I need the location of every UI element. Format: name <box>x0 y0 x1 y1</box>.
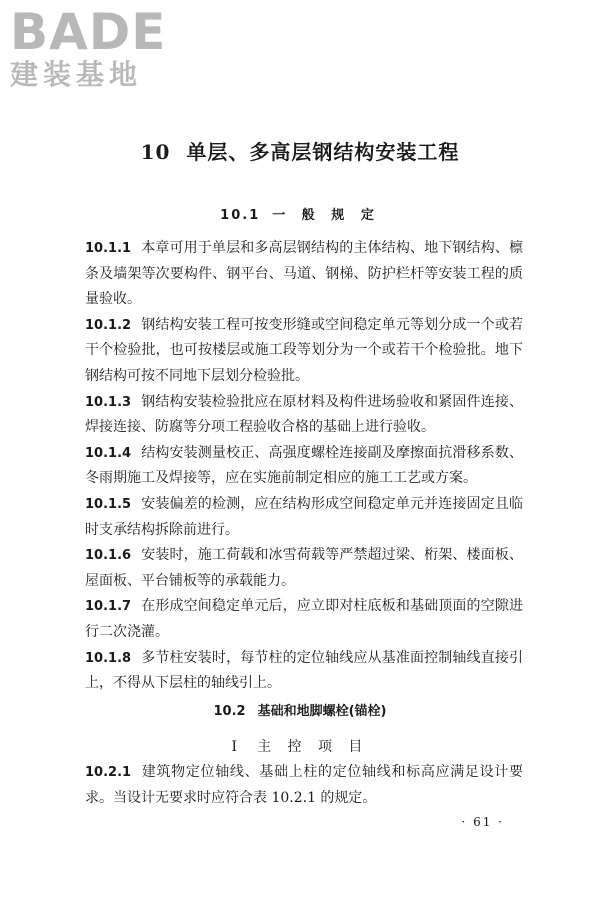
section-number: 10.1 <box>220 208 261 223</box>
clause-number: 10.1.6 <box>85 548 132 564</box>
clause <box>85 760 523 811</box>
clause <box>85 646 523 697</box>
subsection-heading <box>0 737 600 757</box>
section-title-text: 基础和地脚螺栓(锚栓) <box>257 704 387 719</box>
clause-list-general <box>85 236 523 697</box>
clause <box>85 543 523 594</box>
section-number: 10.2 <box>213 704 246 719</box>
chapter-title-text: 单层、多高层钢结构安装工程 <box>186 140 460 164</box>
clause-number: 10.1.1 <box>85 241 132 256</box>
clause-number: 10.1.3 <box>85 394 132 410</box>
clause-list-foundation <box>85 760 523 811</box>
clause <box>85 313 523 390</box>
section-heading-foundation <box>0 702 600 722</box>
clause-text: 钢结构安装工程可按变形缝或空间稳定单元等划分成一个或若干个检验批，也可按楼层或施工段等划分为一个或若干个检验批。地下钢结构可按不同地下层划分检验批。 <box>85 316 523 384</box>
clause-text: 本章可用于单层和多高层钢结构的主体结构、地下钢结构、檩条及墙架等次要构件、钢平台、马道、钢梯、防护栏杆等安装工程的质量验收。 <box>85 240 523 308</box>
subsection-number: Ⅰ <box>231 739 244 755</box>
chapter-number: 10 <box>140 140 171 164</box>
clause <box>85 492 523 543</box>
clause-text: 安装时，施工荷载和冰雪荷载等严禁超过梁、桁架、楼面板、屋面板、平台铺板等的承载能力。 <box>85 547 523 589</box>
clause-number: 10.2.1 <box>85 765 132 780</box>
section-title-text: 一 般 规 定 <box>272 208 380 223</box>
clause <box>85 236 523 313</box>
clause-number: 10.1.5 <box>85 496 132 512</box>
clause-number: 10.1.8 <box>85 650 132 666</box>
subsection-title-text: 主 控 项 目 <box>257 739 369 755</box>
clause-text: 安装偏差的检测，应在结构形成空间稳定单元并连接固定且临时支承结构拆除前进行。 <box>85 495 523 538</box>
clause-number: 10.1.2 <box>85 317 132 333</box>
logo-wordmark: BADE <box>10 3 167 61</box>
page-number: · 61 · <box>461 815 504 829</box>
clause <box>85 390 523 441</box>
clause-text: 在形成空间稳定单元后，应立即对柱底板和基础顶面的空隙进行二次浇灌。 <box>85 598 523 640</box>
publisher-logo <box>10 3 180 92</box>
clause <box>85 594 523 645</box>
clause-text: 多节柱安装时，每节柱的定位轴线应从基准面控制轴线直接引上，不得从下层柱的轴线引上。 <box>85 649 523 692</box>
section-heading-general <box>0 206 600 226</box>
clause-text: 结构安装测量校正、高强度螺栓连接副及摩擦面抗滑移系数、冬雨期施工及焊接等，应在实施前制定相应的施工工艺或方案。 <box>85 444 523 487</box>
clause-text: 建筑物定位轴线、基础上柱的定位轴线和标高应满足设计要求。当设计无要求时应符合表 10.2.1 的规定。 <box>85 764 523 806</box>
clause-number: 10.1.4 <box>85 445 132 461</box>
clause-text: 钢结构安装检验批应在原材料及构件进场验收和紧固件连接、焊接连接、防腐等分项工程验收合格的基础上进行验收。 <box>85 393 523 436</box>
clause-number: 10.1.7 <box>85 599 132 615</box>
clause <box>85 441 523 492</box>
logo-subtitle: 建装基地 <box>10 58 143 91</box>
chapter-title <box>0 138 600 166</box>
